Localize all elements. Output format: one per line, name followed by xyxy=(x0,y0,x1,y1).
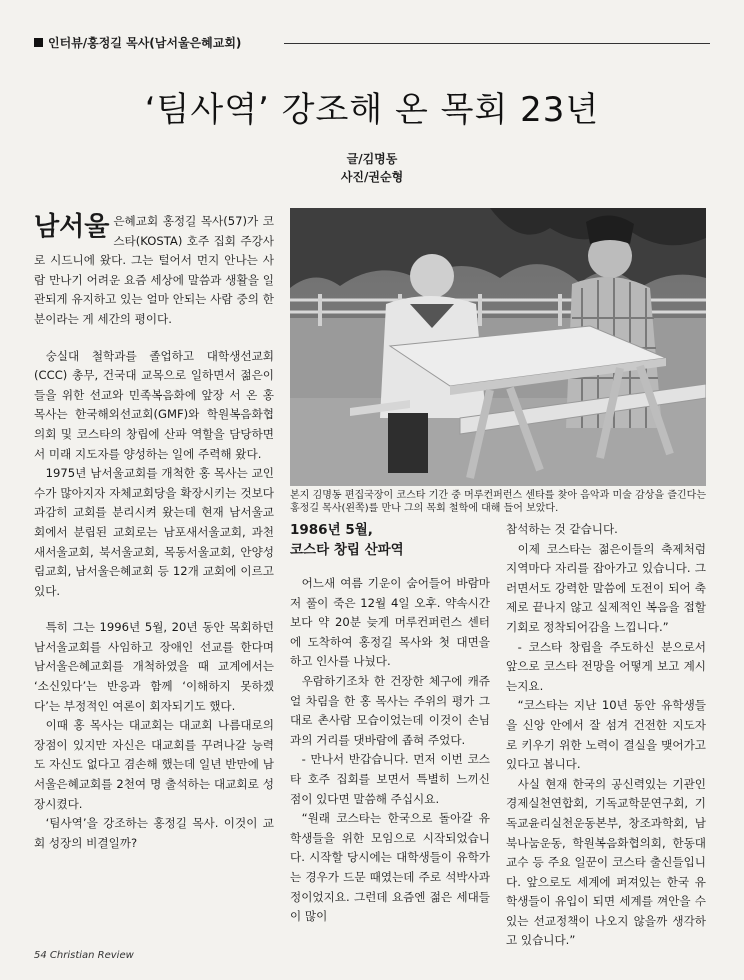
interview-answer: “원래 코스타는 한국으로 돌아갈 유학생들을 위한 모임으로 시작되었습니다. 시작할 당시에는 대학생들이 유학가는 경우가 드문 때였는데 주로 석박사과정이었지요. 그런데 요즘엔 젊은 세대들이 많이 xyxy=(290,811,490,924)
subheading xyxy=(290,520,490,560)
paragraph: 이때 홍 목사는 대교회는 대교회 나름대로의 장점이 있지만 자신은 대교회를 꾸려나갈 능력도 자신도 없다고 겸손해 했는데 일년 반만에 남서울은혜교회를 2천여 명 출석하는 대교회로 성장시켰다. xyxy=(34,718,274,811)
paragraph: 우람하기조차 한 건장한 체구에 캐쥬얼 차림을 한 홍 목사는 주위의 평가 그대로 촌사람 모습이었는데 이것이 손님과의 거리를 댓바람에 좁혀 주었다. xyxy=(290,673,490,747)
column-1 xyxy=(34,212,274,853)
interview-answer: 이제 코스타는 젊은이들의 축제처럼 지역마다 자리를 잡아가고 있습니다. 그러면서도 강력한 말씀에 도전이 되어 축제로 끝나지 않고 실제적인 복음을 접할 기회로 정착되어감을 느낍니다.” xyxy=(506,541,706,634)
paragraph: 1975년 남서울교회를 개척한 홍 목사는 교인 수가 많아지자 자체교회당을 확장시키는 것보다 과감히 교회를 분리시켜 왔는데 현재 남서울교회에서 분립된 교회로는 남포새서울교회, 과천새서울교회, 북서울교회, 목동서울교회, 안양성림교회, 남서울은혜교회 등 12개 교회에 이르고 있다. xyxy=(34,466,274,598)
subheading-line-1: 1986년 5월, xyxy=(290,522,373,538)
paragraph: 참석하는 것 같습니다. xyxy=(506,522,618,536)
paragraph: 사실 현재 한국의 공신력있는 기관인 경제실천연합회, 기독교학문연구회, 기독교윤리실천운동본부, 창조과학회, 남북나눔운동, 학원복음화협의회, 한동대 교수 등 주요 일꾼이 코스타 출신들입니다. 앞으로도 세계에 퍼져있는 한국 유학생들이 유입이 되면 세계를 껴안을 수 있는 선교정책이 나오지 않을까 생각하고 있습니다.” xyxy=(506,776,706,948)
section-header xyxy=(34,34,710,54)
drop-cap: 남서울 xyxy=(34,212,110,242)
byline-writer: 글/김명동 xyxy=(346,152,398,166)
interview-question: - 코스타 창립을 주도하신 분으로서 앞으로 코스타 전망을 어떻게 보고 계시는지요. xyxy=(506,639,706,693)
paragraph: 숭실대 철학과를 졸업하고 대학생선교회(CCC) 총무, 건국대 교목으로 일하면서 젊은이들을 위한 선교와 민족복음화에 앞장 서 온 홍 목사는 한국해외선교회(GMF)와 학원복음화협의회 및 코스타의 창립에 산파 역할을 담당하면서 미래 지도자를 양성하는 일에 주력해 왔다. xyxy=(34,348,274,461)
subheading-line-2: 코스타 창립 산파역 xyxy=(290,542,404,558)
interview-photo xyxy=(290,208,706,486)
article-title: ‘팀사역’ 강조해 온 목회 23년 xyxy=(144,90,600,130)
lead-paragraph xyxy=(34,212,274,330)
square-bullet-icon xyxy=(34,38,43,47)
interview-question: - 만나서 반갑습니다. 먼저 이번 코스타 호주 집회를 보면서 특별히 느끼신 점이 있다면 말씀해 주십시요. xyxy=(290,752,490,806)
interview-photo-image xyxy=(290,208,706,486)
lead-paragraph-text: 은혜교회 홍정길 목사(57)가 코스타(KOSTA) 호주 집회 주강사로 시드니에 왔다. 그는 털어서 먼지 안나는 사람 만나기 어려운 요즘 세상에 말씀과 생활을 일관되게 유지하고 있는 얼마 안되는 사람 중의 한 분이라는 게 세간의 평이다. xyxy=(34,214,274,326)
column-2 xyxy=(290,520,490,927)
paragraph: 특히 그는 1996년 5월, 20년 동안 목회하던 남서울교회를 사임하고 장애인 선교를 한다며 남서울은혜교회를 개척하였을 때 교계에서는 ‘소신있다’는 반응과 함께 ‘이해하지 못하겠다’는 부정적인 여론이 회자되기도 했다. xyxy=(34,620,274,713)
column-3 xyxy=(506,520,706,951)
header-rule xyxy=(284,43,710,44)
paragraph: ‘팀사역’을 강조하는 홍정길 목사. 이것이 교회 성장의 비결일까? xyxy=(34,816,274,850)
photo-caption: 본지 김명동 편집국장이 코스타 기간 중 머루컨퍼런스 센타를 찾아 음악과 미술 감상을 즐긴다는 홍정길 목사(왼쪽)를 만나 그의 목회 철학에 대해 들어 보았다. xyxy=(290,490,706,514)
paragraph: 어느새 여름 기운이 숨어들어 바람마저 풀이 죽은 12월 4일 오후. 약속시간보다 약 20분 늦게 머루컨퍼런스 센터에 도착하여 홍정길 목사와 첫 대면을 하고 인사를 나눴다. xyxy=(290,576,490,669)
page-footer: 54 Christian Review xyxy=(34,950,134,961)
section-label: 인터뷰/홍정길 목사(남서울은혜교회) xyxy=(48,36,242,50)
interview-answer: “코스타는 지난 10년 동안 유학생들을 신앙 안에서 잘 섬겨 건전한 지도자로 키우기 위한 노력이 결실을 맺어가고 있다고 봅니다. xyxy=(506,698,706,772)
byline-photo: 사진/권순형 xyxy=(340,170,404,184)
